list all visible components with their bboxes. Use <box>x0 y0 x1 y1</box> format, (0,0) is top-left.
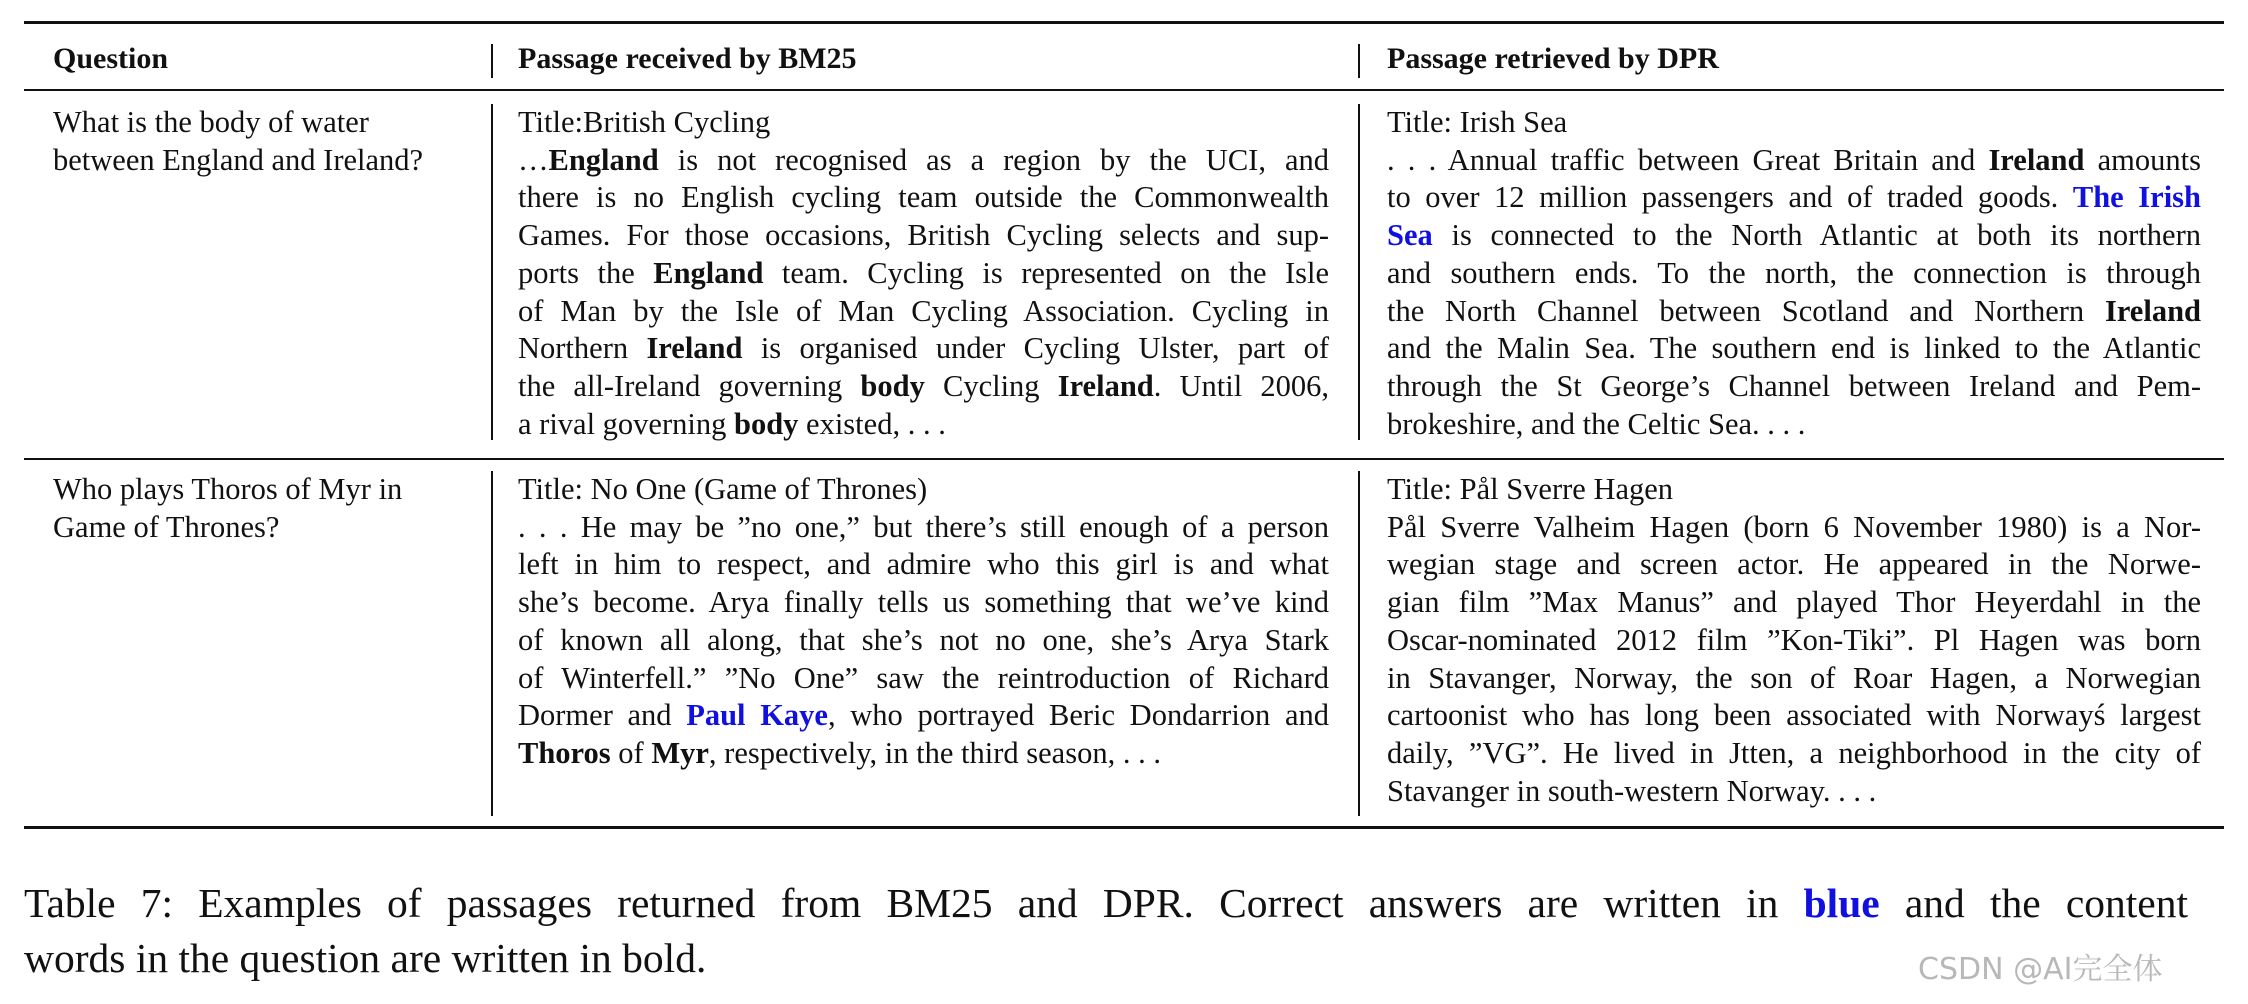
bm25-passage <box>518 471 1329 773</box>
header-dpr: Passage retrieved by DPR <box>1387 42 1719 75</box>
passage-line <box>518 546 1329 584</box>
passage-line <box>1387 546 2201 584</box>
passage-title <box>518 471 1329 509</box>
text-segment: and southern ends. To the north, the connection is through <box>1387 255 2201 290</box>
header-question: Question <box>53 42 169 75</box>
question-line: between England and Ireland? <box>53 142 424 177</box>
text-segment: is connected to the North Atlantic at both its northern <box>1432 218 2201 253</box>
text-segment: of Winterfell.” ”No One” saw the reintroduction of Richard <box>518 660 1329 695</box>
passage-line <box>1387 735 2201 773</box>
header-divider <box>491 44 493 78</box>
column-divider <box>491 471 493 816</box>
passage-line <box>1387 179 2201 217</box>
column-divider <box>491 104 493 440</box>
text-segment: Table 7: Examples of passages returned from BM25 and DPR. Correct answers are written in <box>24 880 1804 926</box>
content-word: England <box>548 142 659 177</box>
passage-title <box>1387 104 2201 142</box>
passage-title <box>518 104 1329 142</box>
text-segment: Dormer and <box>518 698 687 733</box>
correct-answer: Sea <box>1387 218 1433 253</box>
passage-line <box>1387 584 2201 622</box>
text-segment: … <box>518 142 549 177</box>
dpr-passage <box>1387 471 2201 810</box>
text-segment: Title:British Cycling <box>518 105 771 139</box>
passage-line <box>518 179 1329 217</box>
text-segment: left in him to respect, and admire who this girl is and what <box>518 547 1329 582</box>
content-word: Ireland <box>1988 142 2085 177</box>
passage-line <box>518 735 1329 773</box>
passage-line <box>1387 293 2201 331</box>
question-cell <box>53 104 423 179</box>
row-rule <box>24 458 2224 460</box>
text-segment: amounts <box>2084 142 2201 177</box>
text-segment: Title: No One (Game of Thrones) <box>518 472 928 506</box>
content-word: Ireland <box>646 331 743 366</box>
passage-line <box>518 368 1329 406</box>
header-divider <box>1358 44 1360 78</box>
passage-line <box>1387 406 2201 444</box>
text-segment: is organised under Cycling Ulster, part of <box>742 331 1329 366</box>
question-line: Game of Thrones? <box>53 509 280 544</box>
text-segment: is not recognised as a region by the UCI, and <box>658 142 1329 177</box>
column-divider <box>1358 104 1360 440</box>
text-segment: existed, . . . <box>798 406 946 441</box>
passage-line <box>1387 255 2201 293</box>
text-segment: in Stavanger, Norway, the son of Roar Hagen, a Norwegian <box>1387 660 2201 695</box>
passage-line <box>518 255 1329 293</box>
passage-line <box>518 406 1329 444</box>
text-segment: a rival governing <box>518 406 734 441</box>
passage-line <box>518 217 1329 255</box>
text-segment: team. Cycling is represented on the Isle <box>763 255 1329 290</box>
text-segment: . . . Annual traffic between Great Britain and <box>1387 142 1989 177</box>
correct-answer: The Irish <box>2072 180 2201 215</box>
content-word: Thoros <box>518 735 611 770</box>
text-segment: Title: Irish Sea <box>1387 105 1568 139</box>
text-segment: cartoonist who has long been associated with Norwayś largest <box>1387 698 2201 733</box>
text-segment: and the Malin Sea. The southern end is linked to the Atlantic <box>1387 331 2201 366</box>
content-word: Myr <box>651 735 709 770</box>
question-cell <box>53 471 402 546</box>
passage-line <box>1387 368 2201 406</box>
text-segment: Title: Pål Sverre Hagen <box>1387 472 1674 506</box>
text-segment: Oscar-nominated 2012 film ”Kon-Tiki”. Pl Hagen was born <box>1387 622 2201 657</box>
passage-line <box>518 293 1329 331</box>
passage-line <box>1387 697 2201 735</box>
passage-line <box>1387 217 2201 255</box>
caption-line <box>24 876 2188 931</box>
question-line: Who plays Thoros of Myr in <box>53 472 403 506</box>
text-segment: and the content <box>1879 880 2189 926</box>
content-word: body <box>860 368 925 403</box>
column-divider <box>1358 471 1360 816</box>
text-segment: . Until 2006, <box>1153 368 1329 403</box>
text-segment: Cycling <box>924 368 1058 403</box>
table-bottom-rule <box>24 826 2224 829</box>
passage-line <box>518 509 1329 547</box>
text-segment: of Man by the Isle of Man Cycling Association. Cycling in <box>518 293 1329 328</box>
text-segment: , who portrayed Beric Dondarrion and <box>827 698 1329 733</box>
passage-line <box>1387 622 2201 660</box>
text-segment: there is no English cycling team outside the Commonwealth <box>518 180 1329 215</box>
passage-line <box>1387 142 2201 180</box>
content-word: England <box>653 255 764 290</box>
text-segment: daily, ”VG”. He lived in Jtten, a neighborhood in the city of <box>1387 735 2201 770</box>
table-top-rule <box>24 21 2224 24</box>
dpr-passage <box>1387 104 2201 443</box>
correct-answer: blue <box>1803 880 1880 926</box>
text-segment: she’s become. Arya finally tells us something that we’ve kind <box>518 585 1329 620</box>
passage-line <box>1387 773 2201 811</box>
passage-line <box>518 660 1329 698</box>
text-segment: brokeshire, and the Celtic Sea. . . . <box>1387 406 1806 441</box>
passage-line <box>518 330 1329 368</box>
caption-line <box>24 931 2188 986</box>
correct-answer: Paul Kaye <box>686 698 828 733</box>
passage-line <box>1387 509 2201 547</box>
content-word: body <box>733 406 799 441</box>
passage-line <box>518 697 1329 735</box>
passage-line <box>518 584 1329 622</box>
text-segment: Stavanger in south-western Norway. . . . <box>1387 773 1877 808</box>
text-segment: ports the <box>518 255 654 290</box>
content-word: Ireland <box>2104 293 2201 328</box>
text-segment: to over 12 million passengers and of traded goods. <box>1387 180 2073 215</box>
passage-line <box>518 622 1329 660</box>
table-caption <box>24 876 2188 986</box>
text-segment: of <box>610 735 652 770</box>
text-segment: Games. For those occasions, British Cycling selects and sup- <box>518 218 1329 253</box>
text-segment: the North Channel between Scotland and Northern <box>1387 293 2105 328</box>
text-segment: . . . He may be ”no one,” but there’s still enough of a person <box>518 509 1329 544</box>
header-rule <box>24 89 2224 91</box>
content-word: Ireland <box>1057 368 1154 403</box>
passage-title <box>1387 471 2201 509</box>
text-segment: words in the question are written in bold. <box>24 935 707 981</box>
text-segment: gian film ”Max Manus” and played Thor Heyerdahl in the <box>1387 585 2201 620</box>
text-segment: through the St George’s Channel between Ireland and Pem- <box>1387 368 2201 403</box>
text-segment: , respectively, in the third season, . . . <box>708 735 1161 770</box>
passage-line <box>518 142 1329 180</box>
question-line: What is the body of water <box>53 105 369 139</box>
text-segment: Northern <box>518 331 647 366</box>
bm25-passage <box>518 104 1329 443</box>
passage-line <box>1387 660 2201 698</box>
text-segment: of known all along, that she’s not no one, she’s Arya Stark <box>518 622 1329 657</box>
watermark: CSDN @AI完全体 <box>1918 952 2163 987</box>
header-bm25: Passage received by BM25 <box>518 42 857 75</box>
passage-line <box>1387 330 2201 368</box>
text-segment: wegian stage and screen actor. He appeared in the Norwe- <box>1387 547 2201 582</box>
text-segment: the all-Ireland governing <box>518 368 861 403</box>
text-segment: Pål Sverre Valheim Hagen (born 6 November 1980) is a Nor- <box>1387 509 2201 544</box>
